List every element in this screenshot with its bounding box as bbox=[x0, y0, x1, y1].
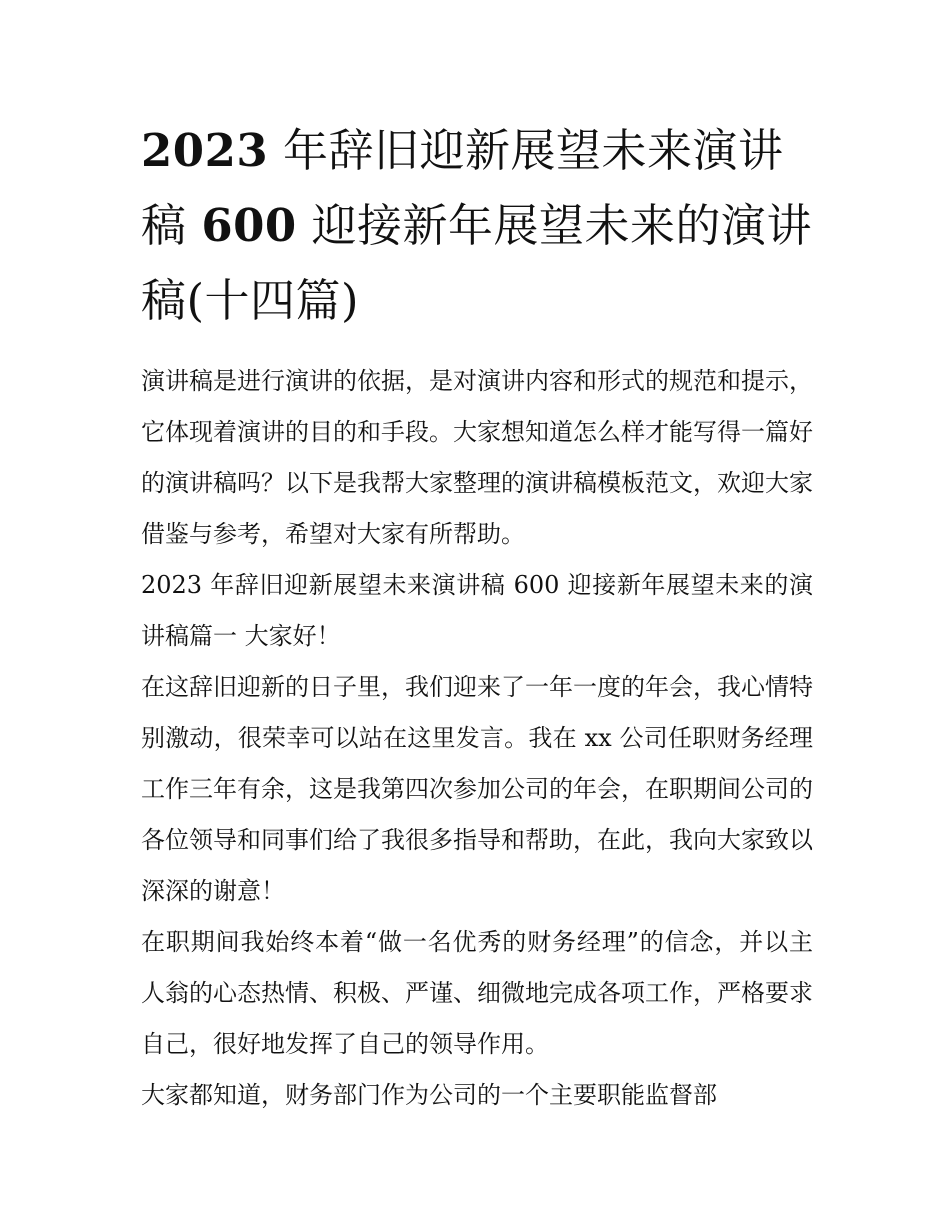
document-body bbox=[141, 113, 813, 1121]
title-part-2: 迎接新年展望未来的演讲稿(十四篇) bbox=[141, 199, 813, 327]
paragraph-intro: 演讲稿是进行演讲的依据，是对演讲内容和形式的规范和提示，它体现着演讲的目的和手段。大家想知道怎么样才能写得一篇好的演讲稿吗？以下是我帮大家整理的演讲稿模板范文，欢迎大家借鉴与参考，希望对大家有所帮助。 bbox=[141, 367, 813, 548]
title-part-1: 年辞旧迎新展望未来演讲稿 bbox=[141, 124, 784, 252]
paragraph-greeting: 在这辞旧迎新的日子里，我们迎来了一年一度的年会，我心情特别激动，很荣幸可以站在这里发言。我在 xx 公司任职财务经理工作三年有余，这是我第四次参加公司的年会，在职期间公司的各位领导和同事们给了我很多指导和帮助，在此，我向大家致以深深的谢意！ bbox=[141, 673, 813, 905]
document-title bbox=[141, 113, 813, 338]
paragraph-section-heading: 2023 年辞旧迎新展望未来演讲稿 600 迎接新年展望未来的演讲稿篇一 大家好！ bbox=[141, 571, 813, 650]
title-number: 600 bbox=[201, 199, 297, 252]
paragraph-finance-dept: 大家都知道，财务部门作为公司的一个主要职能监督部 bbox=[141, 1081, 717, 1109]
paragraph-belief: 在职期间我始终本着“做一名优秀的财务经理”的信念，并以主人翁的心态热情、积极、严谨、细微地完成各项工作，严格要求自己，很好地发挥了自己的领导作用。 bbox=[141, 928, 813, 1058]
title-year: 2023 bbox=[141, 124, 269, 177]
